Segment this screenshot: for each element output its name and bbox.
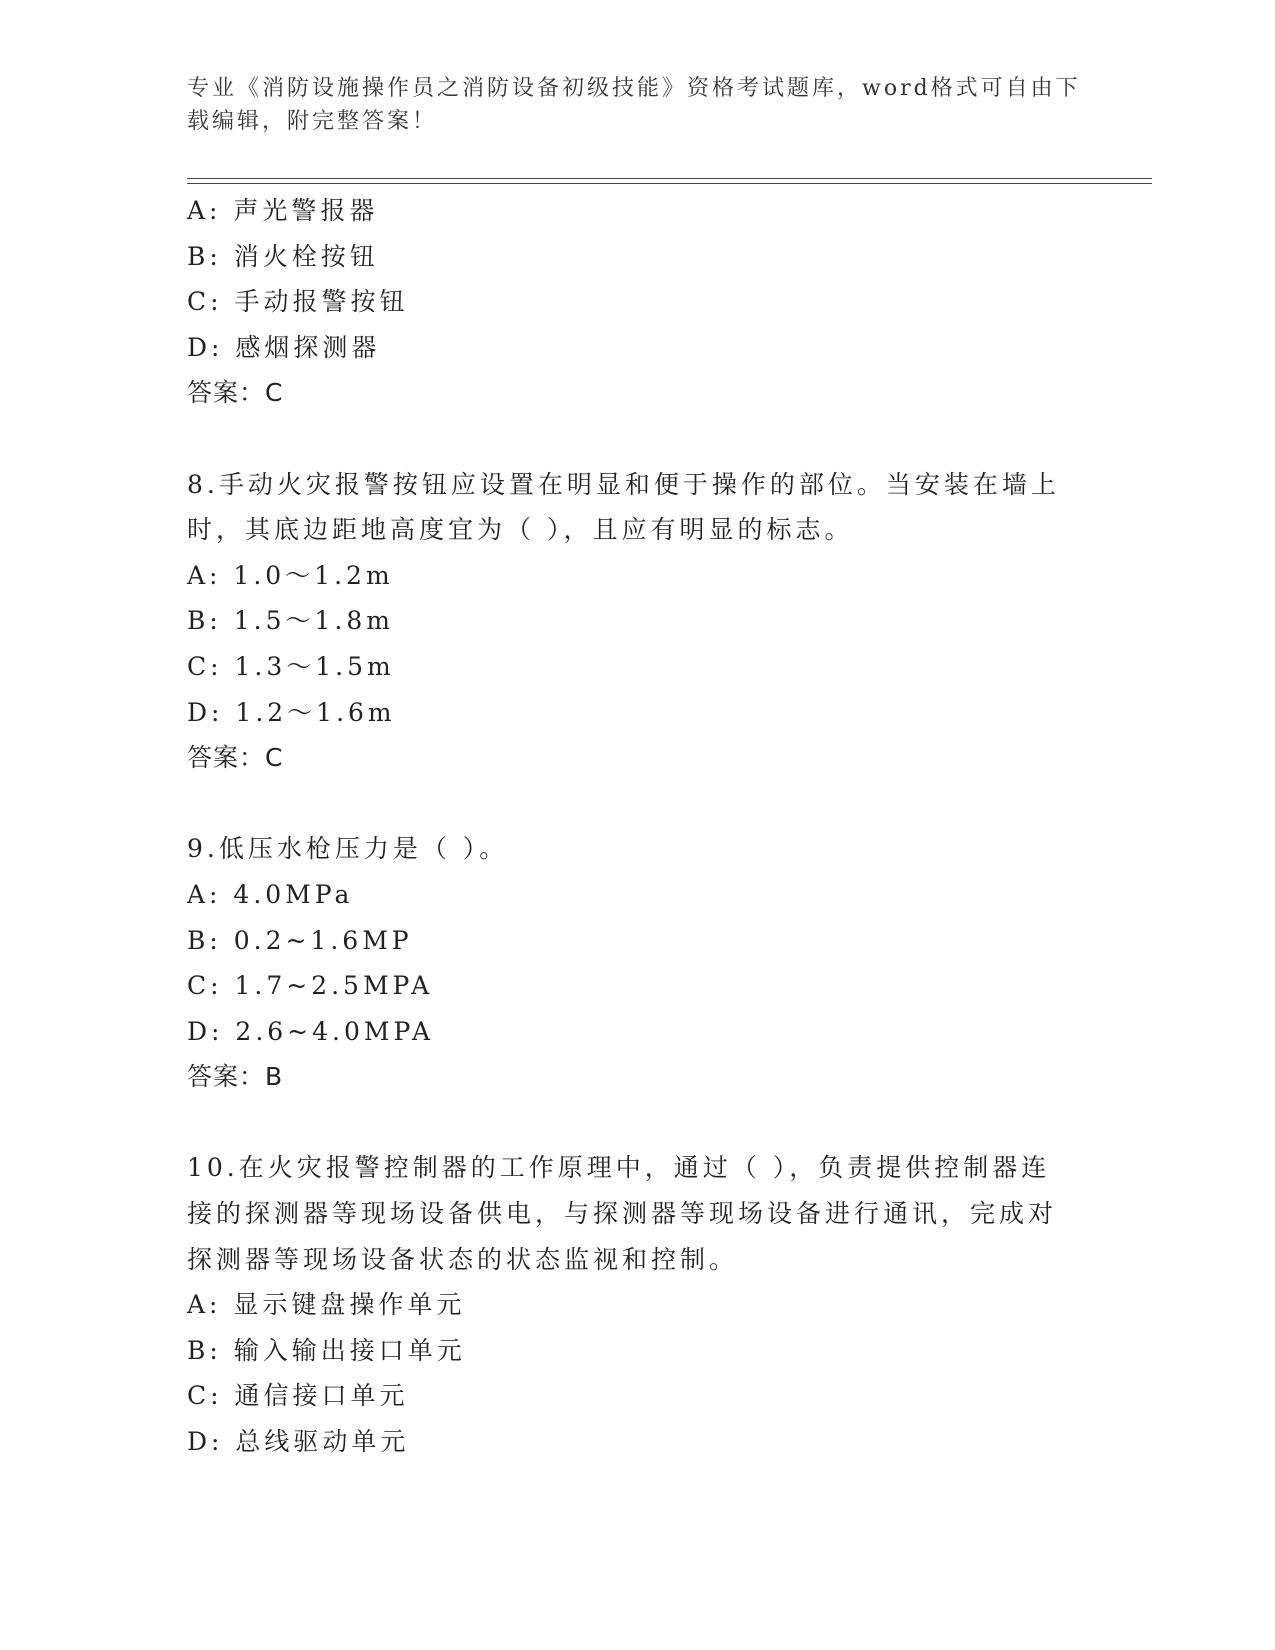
q10-option-b: B: 输入输出接口单元 <box>187 1335 466 1365</box>
q7-option-a: A: 声光警报器 <box>187 196 379 225</box>
question-list <box>187 188 1087 1465</box>
q8-option-a: A: 1.0～1.2m <box>187 560 394 590</box>
q10-question-line-2: 接的探测器等现场设备供电，与探测器等现场设备进行通讯，完成对 <box>187 1199 1058 1229</box>
q8-option-b: B: 1.5～1.8m <box>187 606 394 636</box>
q8-option-d: D: 1.2～1.6m <box>187 697 396 727</box>
header-line-1: 专业《消防设施操作员之消防设备初级技能》资格考试题库，word格式可自由下 <box>187 76 1081 101</box>
q8-option-c: C: 1.3～1.5m <box>187 651 395 681</box>
question-9-block <box>187 826 1087 1100</box>
q10-option-c: C: 通信接口单元 <box>187 1381 409 1411</box>
header-line-2: 载编辑，附完整答案！ <box>187 109 438 134</box>
header-rule-bottom <box>187 183 1152 184</box>
question-7-block <box>187 188 1087 416</box>
header-rule-top <box>187 178 1152 179</box>
q9-question-line-1: 9.低压水枪压力是（ ）。 <box>187 834 509 864</box>
q7-option-c: C: 手动报警按钮 <box>187 287 409 317</box>
q8-question-line-1: 8.手动火灾报警按钮应设置在明显和便于操作的部位。当安装在墙上 <box>187 469 1060 499</box>
q7-answer: 答案：C <box>187 378 284 408</box>
q8-question-line-2: 时，其底边距地高度宜为（ ），且应有明显的标志。 <box>187 515 854 545</box>
q9-answer: 答案：B <box>187 1062 284 1092</box>
question-8-block <box>187 462 1087 781</box>
q7-option-b: B: 消火栓按钮 <box>187 241 379 271</box>
document-header <box>187 72 1087 138</box>
q9-option-b: B: 0.2~1.6MP <box>187 925 413 955</box>
q9-option-a: A: 4.0MPa <box>187 879 354 909</box>
q10-question-line-1: 10.在火灾报警控制器的工作原理中，通过（ ），负责提供控制器连 <box>187 1153 1051 1183</box>
q7-option-d: D: 感烟探测器 <box>187 332 381 362</box>
q9-option-d: D: 2.6~4.0MPA <box>187 1016 435 1046</box>
spacer <box>187 1100 1087 1146</box>
q10-option-a: A: 显示键盘操作单元 <box>187 1290 466 1320</box>
q10-question-line-3: 探测器等现场设备状态的状态监视和控制。 <box>187 1244 739 1274</box>
q8-answer: 答案：C <box>187 743 284 773</box>
q10-option-d: D: 总线驱动单元 <box>187 1427 410 1457</box>
spacer <box>187 781 1087 827</box>
spacer <box>187 416 1087 462</box>
question-10-block <box>187 1145 1087 1464</box>
q9-option-c: C: 1.7~2.5MPA <box>187 971 434 1001</box>
